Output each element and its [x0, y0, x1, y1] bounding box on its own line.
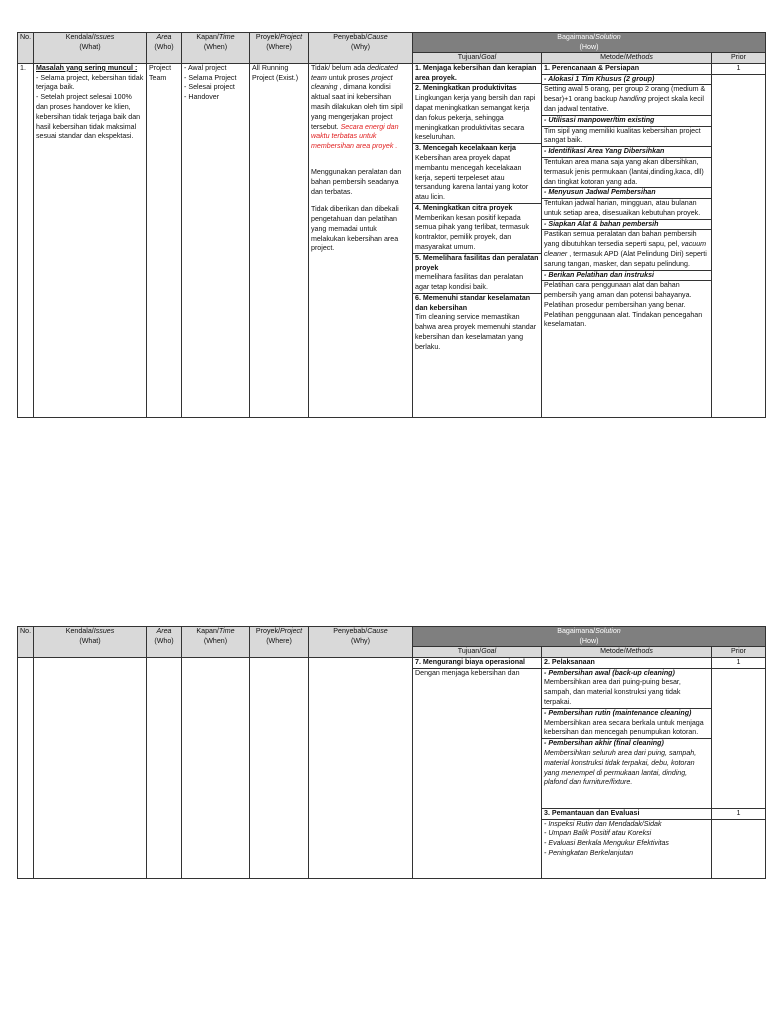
goal-text: Dengan menjaga kebersihan dan	[415, 668, 520, 677]
method-item: - Peningkatan Berkelanjutan	[544, 849, 634, 858]
tujuan-cell	[413, 657, 542, 878]
method-title: - Berikan Pelatihan dan instruksi	[542, 271, 711, 282]
prior-value: 1	[712, 809, 765, 820]
method-item: - Inspeksi Rutin dan Mendadak/Sidak	[544, 819, 662, 828]
row-no	[18, 657, 34, 878]
method-text: Membersihkan seluruh area dari puing, sampah, material konstruksi tidak terpakai, debu, kotoran yang menempel di permukaan lantai, dinding, plafond dan furniture/fixture.	[544, 748, 697, 787]
method-text: Tim sipil yang memiliki kualitas kebersihan project sangat baik.	[542, 127, 711, 148]
kapan-item: - Selesai project	[184, 83, 235, 92]
kendala-item: - Setelah project selesai 100% dan proses handover ke klien, kebersihan tidak terjaga baik dan hasil kebersihan tidak maksimal sesuai standar dan ekspektasi.	[36, 93, 141, 141]
cause-3: Tidak diberikan dan dibekali pengetahuan dan pelatihan yang memadai untuk melakukan kebersihan area project.	[311, 205, 399, 253]
goal-title: 2. Meningkatkan produktivitas	[415, 84, 517, 93]
goal-title: 7. Mengurangi biaya operasional	[413, 658, 541, 669]
method-title: - Menyusun Jadwal Pembersihan	[542, 188, 711, 199]
header-penyebab: Penyebab/Cause (Why)	[309, 627, 413, 658]
header-proyek: Proyek/Project (Where)	[250, 33, 309, 64]
kapan-item: - Awal project	[184, 63, 227, 72]
kapan-item: - Handover	[184, 93, 220, 102]
tujuan-cell	[413, 63, 542, 417]
header-area: Area (Who)	[147, 627, 182, 658]
header-proyek: Proyek/Project (Where)	[250, 627, 309, 658]
header-bagaimana: Bagaimana/Solution (How)	[413, 627, 766, 647]
method-text: Setting awal 5 orang, per group 2 orang (medium & besar)+1 orang backup handling project skala kecil dan jadwal tentative.	[542, 85, 711, 115]
method-title: - Utilisasi manpower/tim existing	[542, 116, 711, 127]
kapan-cell	[182, 657, 250, 878]
kendala-title: Masalah yang sering muncul :	[36, 63, 138, 72]
header-kapan: Kapan/Time (When)	[182, 627, 250, 658]
goal-text: Lingkungan kerja yang bersih dan rapi dapat meningkatkan semangat kerja dan fokus pekerja, sehingga meningkatkan produktivitas secara keseluruhan.	[413, 94, 541, 144]
goal-title: 6. Memenuhi standar keselamatan dan kebersihan	[415, 293, 531, 312]
method-item: - Evaluasi Berkala Mengukur Efektivitas	[544, 839, 669, 848]
kendala-cell	[34, 657, 147, 878]
goal-title: 1. Menjaga kebersihan dan kerapian area proyek.	[413, 64, 541, 85]
cause-1: Tidak/ belum ada dedicated team untuk proses project cleaning , dimana kondisi aktual saat ini kebersihan masih dilakukan oleh tim sipil yang mengerjakan project tersebut. Secara energi dan waktu terbatas untuk membersihan area proyek .	[311, 63, 403, 151]
header-metode: Metode/Methods	[542, 53, 712, 64]
method-text: Pelatihan cara penggunaan alat dan bahan pembersih yang aman dan potensi bahayanya. Pelatihan prosedur pembersihan yang benar. Pelatihan penggunaan alat. Tindakan pencegahan keselamatan.	[544, 281, 703, 329]
header-prior: Prior	[712, 53, 766, 64]
penyebab-cell	[309, 63, 413, 417]
method-head: 3. Pemantauan dan Evaluasi	[542, 809, 711, 820]
header-area: Area (Who)	[147, 33, 182, 64]
header-kendala: Kendala/Issues (What)	[34, 33, 147, 64]
row-no: 1.	[18, 63, 34, 417]
penyebab-cell	[309, 657, 413, 878]
method-title: - Pembersihan rutin (maintenance cleaning)	[544, 708, 692, 717]
method-item: - Umpan Balik Positif atau Koreksi	[544, 829, 652, 838]
header-prior: Prior	[712, 647, 766, 658]
kapan-cell	[182, 63, 250, 417]
method-title: - Siapkan Alat & bahan pembersih	[542, 220, 711, 231]
goal-text: memelihara fasilitas dan peralatan agar tetap kondisi baik.	[413, 273, 541, 294]
header-tujuan: Tujuan/Goal	[413, 53, 542, 64]
kapan-item: - Selama Project	[184, 73, 237, 82]
proyek-cell	[250, 657, 309, 878]
method-head: 2. Pelaksanaan	[542, 658, 711, 669]
header-kapan: Kapan/Time (When)	[182, 33, 250, 64]
metode-cell	[542, 63, 712, 417]
kendala-item: - Selama project, kebersihan tidak terjaga baik.	[36, 73, 144, 92]
goal-text: Tim cleaning service memastikan bahwa area proyek memenuhi standar kebersihan dan keselamatan yang berlaku.	[415, 313, 537, 351]
header-tujuan: Tujuan/Goal	[413, 647, 542, 658]
method-text: Tentukan jadwal harian, mingguan, atau bulanan untuk setiap area, disesuaikan kebutuhan proyek.	[542, 199, 711, 220]
header-kendala: Kendala/Issues (What)	[34, 627, 147, 658]
goal-text: Memberikan kesan positif kepada semua pihak yang terlibat, termasuk kontraktor, pemilik proyek, dan masyarakat umum.	[413, 214, 541, 254]
cause-2: Menggunakan peralatan dan bahan pembersih seadanya dan terbatas.	[311, 167, 402, 196]
prior-cell	[712, 63, 766, 417]
prior-value: 1	[712, 658, 765, 669]
goal-title: 3. Mencegah kecelakaan kerja	[415, 144, 516, 153]
method-text: Tentukan area mana saja yang akan dibersihkan, termasuk jenis permukaan (lantai,dinding,kaca, dll) dan tingkat kotoran yang ada.	[542, 158, 711, 188]
action-plan-table-2	[17, 626, 766, 879]
method-text: Membersihkan area dari puing-puing besar, sampah, dan material konstruksi yang tidak terpakai.	[542, 678, 711, 708]
header-no: No.	[18, 627, 34, 658]
method-head: 1. Perencanaan & Persiapan	[542, 64, 711, 75]
kendala-cell	[34, 63, 147, 417]
area-cell: Project Team	[147, 63, 182, 417]
goal-title: 4. Meningkatkan citra proyek	[415, 203, 513, 212]
method-title: - Pembersihan awal (back-up cleaning)	[544, 668, 675, 677]
method-title: - Identifikasi Area Yang Dibersihkan	[542, 147, 711, 158]
method-text: Membersihkan area secara berkala untuk menjaga kebersihan dan mencegah penumpukan kotoran.	[542, 719, 711, 740]
header-no: No.	[18, 33, 34, 64]
header-metode: Metode/Methods	[542, 647, 712, 658]
method-title: - Pembersihan akhir (final cleaning)	[544, 739, 664, 748]
header-penyebab: Penyebab/Cause (Why)	[309, 33, 413, 64]
area-cell	[147, 657, 182, 878]
prior-cell	[712, 657, 766, 878]
method-text: Pastikan semua peralatan dan bahan pembersih yang dibutuhkan tersedia seperti sapu, pel, vacuum cleaner , termasuk APD (Alat Pelindung Diri) seperti sarung tangan, masker, dan sepatu pelindung.	[542, 230, 711, 270]
goal-title: 5. Memelihara fasilitas dan peralatan proyek	[415, 253, 539, 272]
action-plan-table-1	[17, 32, 766, 418]
prior-value: 1	[712, 64, 765, 75]
header-bagaimana: Bagaimana/Solution (How)	[413, 33, 766, 53]
metode-cell	[542, 657, 712, 878]
method-title: - Alokasi 1 Tim Khusus (2 group)	[542, 75, 711, 86]
proyek-cell: All Running Project (Exist.)	[250, 63, 309, 417]
goal-text: Kebersihan area proyek dapat membantu mencegah kecelakaan kerja, seperti terpeleset atau tersandung karena lantai yang kotor atau licin.	[413, 154, 541, 204]
